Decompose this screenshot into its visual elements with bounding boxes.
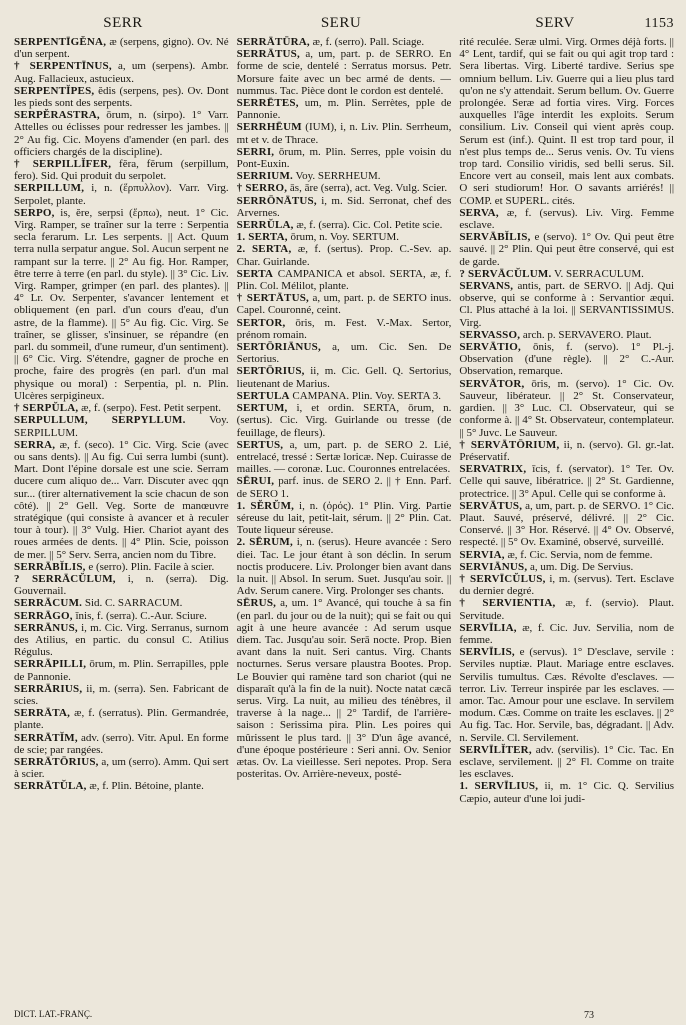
- entry-headword: SERPULLUM, SERPYLLUM.: [14, 414, 186, 427]
- entry-definition: i, n. (serus). Heure avancée : Sero diei. Tac. Le jour étant à son déclin. In serum noctis producere. Liv. Prolonger bien avant dans la nuit. || Absol. In serum. Suet. Jusqu'au soir. || Adv. Serum canere. Virg. Prolonger ses chants.: [236, 536, 452, 598]
- entry-definition: i, m. Sid. Serronat, chef des Arvernes.: [236, 194, 452, 219]
- entry-headword: † SERVĀTŌRIUM,: [459, 438, 560, 451]
- dictionary-entry: [14, 573, 229, 597]
- header-guide-middle: SERU: [320, 15, 362, 31]
- entry-headword: SERPENTĪGĔNA,: [14, 36, 107, 48]
- entry-headword: SERRĀRIUS,: [14, 682, 83, 695]
- entry-headword: † SERPŬLA,: [14, 402, 79, 415]
- entry-headword: SERVA,: [459, 206, 499, 219]
- entry-definition: (IUM), i, n. Liv. Plin. Serrheum, mt et v. de Thrace.: [236, 121, 452, 146]
- dictionary-entry: [459, 341, 674, 378]
- entry-definition: ōrum, n. (sirpo). 1° Varr. Attelles ou éclisses pour redresser les jambes. || 2° Au fig. Cic. Moyens d'amender (en parl. des officiers chargés de la discipline).: [14, 109, 229, 158]
- entry-headword: SERRŬLA,: [236, 219, 294, 232]
- dictionary-entry: [459, 463, 674, 500]
- entry-headword: SERTOR,: [236, 316, 286, 329]
- entry-headword: ? SERRĀCŬLUM,: [14, 572, 116, 585]
- dictionary-entry: [237, 243, 452, 267]
- entry-headword: SERVIĀNUS,: [459, 560, 528, 573]
- entry-definition: æ, f. Plin. Bétoine, plante.: [89, 780, 204, 793]
- entry-headword: SERRĀGO,: [14, 609, 73, 622]
- entry-definition: ōris, m. (servo). 1° Cic. Ov. Sauveur, libérateur. || 2° St. Conservateur, gardien. || 3° Luc. Cl. Observateur, qui se conforme à. || 4° St. Observateur, contemplateur. || 5° Juvc. Le Sauveur.: [459, 377, 674, 439]
- entry-definition: a, um. 1° Avancé, qui touche à sa fin (en parl. du jour ou de la nuit); qui se fait ou qui agit à une heure avancée : Ad serum usque diem. Tac. Jusqu'au soir. Serā nocte. Prop. Bien avant dans la nuit. Seri cantus. Virg. Chants nocturnes. Serus versare plaustra Bootes. Prop. Le Bouvier qui ramène tard son chariot (qui ne disparaît qu'à la fin de la nuit). Nocte natat cæcā serus. Virg. La nuit, au milieu des ténèbres, il traverse à la nage... || 2° Tardif, de l'arrière-saison : Serissima pira. Plin. Les poires qui mûrissent le plus tard. || 3° D'un âge avancé, d'une époque postérieure : Seri anni. Ov. Senior ætas. Ov. La vieillesse. Seri nepotes. Prop. Sera posteritas. Ov. Arrière-neveux, posté-: [236, 597, 452, 781]
- entry-definition: i, n. (ὀρός). 1° Plin. Virg. Partie séreuse du lait, petit-lait, sérum. || 2° Plin. Cat. Toute liqueur séreuse.: [236, 499, 452, 537]
- entry-headword: SERPO,: [14, 206, 55, 219]
- dictionary-entry: [237, 536, 452, 597]
- entry-headword: SERVĀTOR,: [459, 377, 525, 390]
- entry-headword: SERRĀCUM.: [14, 597, 83, 610]
- dictionary-entry: [459, 597, 674, 621]
- dictionary-entry: [237, 121, 452, 145]
- dictionary-entry: [237, 97, 452, 121]
- dictionary-entry: [14, 109, 229, 158]
- dictionary-entry: [237, 48, 452, 97]
- dictionary-entry: [459, 549, 674, 561]
- dictionary-entry: [237, 195, 452, 219]
- entry-definition: i, et ordin. SERTA, ōrum, n. (sertus). Cic. Virg. Guirlande ou tresse (de feuillage, de fleurs).: [236, 402, 452, 439]
- page-footer: [14, 1009, 672, 1019]
- entry-headword: SĒRUS,: [236, 597, 277, 610]
- entry-headword: SERTUM,: [236, 402, 288, 415]
- entry-definition: æ, f. (seco). 1° Cic. Virg. Scie (avec ou sans dents). || Au fig. Cui serra lumbi (sunt). Mart. Dont l'épine dorsale est une scie. Serram ducere cum aliquo de... Varr. Discuter avec qqn sur... (tirer alternativement la scie chacun de son côté). || 2° Gell. Veg. Sorte de manœuvre stratégique (qui consiste à avancer et à reculer tour à tour). || 3° Vulg. Hier. Chariot ayant des roues armées de dents. || 4° Plin. Scie, poisson de mer. || 5° Serv. Serra, ancien nom du Tibre.: [14, 438, 229, 561]
- dictionary-entry: [237, 146, 452, 170]
- entry-definition: a, um, part. p. de SERTO inus. Capel. Couronné, ceint.: [236, 292, 452, 317]
- dictionary-entry: [14, 36, 229, 60]
- entry-definition: e (servus). 1° D'esclave, servile : Serviles nuptiæ. Plaut. Mariage entre esclaves. Servilis tumultus. Cæs. Révolte d'esclaves. — terror. Liv. Terreur inspirée par les esclaves. — amor. Tac. Amour pour une esclave. In servilem modum. Cæs. Comme on traite les esclaves. || 2° Au fig. Tac. Hor. Servile, bas, dégradant. || Adv. n. Servile. Cl. Servilement.: [459, 646, 674, 744]
- entry-headword: SERTULA: [236, 389, 290, 402]
- dictionary-entry: [14, 597, 229, 609]
- entry-definition: æ, f. (serratus). Plin. Germandrée, plante.: [14, 707, 229, 732]
- dictionary-entry: [237, 390, 452, 402]
- entry-definition: i, m. Cic. Virg. Serranus, surnom des Atilius, en partic. du consul C. Atilius Régulus.: [14, 621, 229, 659]
- entry-headword: SERRĀNUS,: [14, 621, 78, 634]
- entry-definition: a, um, part. p. de SERRO. En forme de scie, dentelé : Serratus morsus. Petr. Morsure faite avec un bec armé de dents. — nummus. Tac. Pièce dont le cordon est dentelé.: [236, 48, 452, 97]
- dictionary-entry: [459, 36, 674, 207]
- column-3: [459, 36, 674, 1001]
- entry-headword: SERRĀTŌRIUS,: [14, 755, 99, 768]
- dictionary-entry: [459, 207, 674, 231]
- entry-headword: ? SERVĀCŬLUM.: [459, 267, 552, 280]
- entry-headword: SERTA: [236, 267, 274, 280]
- entry-definition: ii, m. (serra). Sen. Fabricant de scies.: [14, 682, 229, 707]
- dictionary-entry: [459, 500, 674, 549]
- dictionary-entry: [14, 60, 229, 84]
- header-guide-left: SERR: [103, 15, 143, 31]
- entry-definition: adv. (servilis). 1° Cic. Tac. En esclave, servilement. || 2° Fl. Comme on traite les esclaves.: [459, 743, 674, 781]
- entry-definition: i, m. (servus). Tert. Esclave du dernier degré.: [459, 572, 674, 598]
- entry-headword: SERPILLUM,: [14, 182, 85, 195]
- entry-definition: æ, f. Cic. Servia, nom de femme.: [507, 548, 653, 561]
- page-number: 1153: [644, 16, 674, 31]
- entry-headword: SERRŌNĀTUS,: [236, 194, 317, 207]
- entry-headword: SERRĀBĬLIS,: [14, 560, 86, 573]
- entry-definition: Voy. SERRHEUM.: [295, 170, 381, 183]
- dictionary-entry: [237, 475, 452, 499]
- entry-definition: i, n. (serra). Dig. Gouvernail.: [14, 572, 229, 598]
- dictionary-entry: [459, 268, 674, 280]
- dictionary-entry: [237, 439, 452, 476]
- entry-definition: æ, f. (serpo). Fest. Petit serpent.: [81, 402, 222, 415]
- header-guide-right: SERV: [535, 15, 575, 31]
- entry-definition: ōris, m. Fest. V.-Max. Sertor, prénom romain.: [236, 316, 452, 341]
- entry-headword: SERVĀTUS,: [459, 499, 523, 512]
- entry-headword: SERPENTĬPES,: [14, 84, 95, 97]
- entry-headword: SERVANS,: [459, 280, 514, 293]
- entry-definition: ōrum, m. Plin. Serres, pple voisin du Pont-Euxin.: [236, 145, 452, 171]
- dictionary-entry: [237, 182, 452, 194]
- dictionary-entry: [14, 182, 229, 206]
- dictionary-entry: [14, 756, 229, 780]
- dictionary-entry: [459, 329, 674, 341]
- dictionary-entry: [14, 85, 229, 109]
- entry-headword: 1. SĔRŬM,: [236, 499, 295, 512]
- dictionary-entry: [237, 317, 452, 341]
- entry-headword: SERVIA,: [459, 548, 505, 561]
- dictionary-entry: [14, 780, 229, 792]
- entry-definition: ōrum, n. Voy. SERTUM.: [290, 231, 399, 244]
- dictionary-entry: [459, 780, 674, 804]
- entry-definition: ĭnis, f. (serra). C.-Aur. Sciure.: [75, 609, 207, 622]
- entry-headword: † SERVĪCŬLUS,: [459, 572, 546, 585]
- entry-definition: a, um (serpens). Ambr. Aug. Fallacieux, astucieux.: [14, 60, 229, 85]
- dictionary-entry: [237, 597, 452, 780]
- entry-definition: ās, āre (serra), act. Veg. Vulg. Scier.: [289, 182, 448, 195]
- dictionary-entry: [237, 170, 452, 182]
- entry-definition: ii, n. (servo). Gl. gr.-lat. Préservatif.: [459, 438, 674, 463]
- dictionary-entry: [459, 646, 674, 744]
- entry-headword: SERVĀBĬLIS,: [459, 231, 531, 244]
- entry-definition: um, m. Plin. Serrètes, pple de Pannonie.: [236, 97, 452, 122]
- dictionary-entry: [459, 744, 674, 781]
- dictionary-entry: [237, 219, 452, 231]
- entry-headword: SERRĀTĬM,: [14, 731, 78, 744]
- entry-definition: æ, f. (servus). Liv. Virg. Femme esclave.: [459, 206, 674, 232]
- entry-definition: ōnis, f. (servo). 1° Pl.-j. Observation (d'une règle). || 2° C.-Aur. Observation, remarque.: [459, 341, 674, 378]
- entry-headword: SERVATRIX,: [459, 463, 527, 476]
- entry-definition: a, um, part. p. de SERO 2. Lié, entrelacé, tressé : Sertæ loricæ. Nep. Cuirasse de mailles. — coronæ. Luc. Couronnes entrelacées.: [236, 438, 452, 476]
- dictionary-entry: [237, 268, 452, 292]
- entry-definition: ii, m. Cic. Gell. Q. Sertorius, lieutenant de Marius.: [236, 365, 452, 390]
- entry-definition: a, um. Cic. Sen. De Sertorius.: [236, 341, 452, 366]
- dictionary-entry: [459, 231, 674, 268]
- dictionary-entry: [237, 402, 452, 439]
- entry-headword: 1. SERVĪLIUS,: [459, 780, 539, 793]
- dictionary-entry: [14, 439, 229, 561]
- dictionary-entry: [237, 36, 452, 48]
- entry-headword: † SERPENTĪNUS,: [14, 60, 112, 73]
- entry-headword: 2. SERTA,: [236, 243, 292, 256]
- entry-definition: arch. p. SERVAVERO. Plaut.: [522, 328, 652, 341]
- entry-definition: Sid. C. SARRACUM.: [84, 597, 183, 610]
- entry-definition: V. SERRACULUM.: [553, 267, 644, 280]
- dictionary-entry: [459, 439, 674, 463]
- dictionary-entry: [14, 658, 229, 682]
- entry-headword: SĒRUI,: [236, 475, 275, 488]
- entry-definition: adv. (serro). Vitr. Apul. En forme de scie; par rangées.: [14, 731, 229, 756]
- entry-definition: e (servo). 1° Ov. Qui peut être sauvé. || 2° Plin. Qui peut être conservé, qui est de garde.: [459, 231, 674, 268]
- entry-definition: a, um. Dig. De Servius.: [530, 560, 634, 573]
- dictionary-entry: [237, 292, 452, 316]
- dictionary-entry: [459, 573, 674, 597]
- dictionary-entry: [237, 231, 452, 243]
- entry-headword: SERVĪLĬTER,: [459, 743, 532, 756]
- entry-definition: CAMPANICA et absol. SERTA, æ, f. Plin. Col. Mélilot, plante.: [236, 267, 452, 293]
- entry-headword: 2. SĒRUM,: [236, 536, 293, 549]
- dictionary-entry: [237, 341, 452, 365]
- entry-definition: parf. inus. de SERO 2. || † Enn. Parf. de SERO 1.: [236, 475, 452, 500]
- entry-definition: antis, part. de SERVO. || Adj. Qui observe, qui se conforme à : Servantior æqui. Cl. Plus attaché à la loi. || SERVANTISSIMUS. Virg.: [459, 280, 674, 329]
- entry-headword: SERRĀPILLI,: [14, 658, 87, 671]
- entry-definition: æ, f. (servio). Plaut. Servitude.: [459, 597, 674, 622]
- dictionary-entry: [237, 365, 452, 389]
- dictionary-entry: [459, 378, 674, 439]
- dictionary-entry: [459, 280, 674, 329]
- entry-definition: rité reculée. Seræ ulmi. Virg. Ormes déjà forts. || 4° Lent, tardif, qui se fait ou qui agit trop tard : Sera libertas. Virg. Liberté tardive. Serius spe omnium bellum. Liv. Guerre qui a lieu plus tard qu'on ne s'y attendait. Serum bellum. Ov. Guerre prolongée. Seræ ad fortia vires. Virg. Forces auxquelles l'âge interdit les exploits. Serum consilium. Liv. Conseil qui vient après coup. Serum est (inf.). Quint. Il est trop tard pour, il n'est plus temps de... Serus venis. Ov. Tu viens trop tard. Consilio viridis, sed belli serus. Sil. Encore vert au conseil, mais lent aux combats. O seri studiorum! Hor. O savants arriérés! || COMP. et SUPERL. cités.: [459, 36, 674, 207]
- entry-headword: SERRI,: [236, 145, 275, 158]
- entry-definition: a, um (serro). Amm. Qui sert à scier.: [14, 755, 229, 781]
- dictionary-entry: [14, 732, 229, 756]
- entry-definition: Voy. SERPILLUM.: [14, 414, 229, 439]
- entry-definition: ōrum, m. Plin. Serrapilles, pple de Pannonie.: [14, 658, 229, 683]
- dictionary-entry: [14, 207, 229, 402]
- dictionary-entry: [14, 707, 229, 731]
- entry-definition: æ, f. (serro). Pall. Sciage.: [312, 36, 425, 48]
- dictionary-entry: [237, 500, 452, 537]
- entry-definition: CAMPANA. Plin. Voy. SERTA 3.: [292, 389, 441, 402]
- entry-headword: SERPĔRASTRA,: [14, 109, 100, 122]
- dictionary-entry: [14, 683, 229, 707]
- entry-definition: fĕra, fĕrum (serpillum, fero). Sid. Qui produit du serpolet.: [14, 158, 229, 183]
- entry-definition: i, n. (ἕρπυλλον). Varr. Virg. Serpolet, plante.: [14, 182, 229, 207]
- entry-headword: SERVĪLIA,: [459, 621, 517, 634]
- dictionary-entry: [459, 622, 674, 646]
- entry-definition: īcis, f. (servator). 1° Ter. Ov. Celle qui sauve, libératrice. || 2° St. Gardienne, protectrice. || 3° Apul. Celle qui se conforme à.: [459, 463, 674, 500]
- entry-definition: æ, f. (sertus). Prop. C.-Sev. ap. Char. Guirlande.: [236, 243, 452, 268]
- entry-headword: SERTŌRIĀNUS,: [236, 341, 321, 354]
- entry-headword: SERRĀTŬLA,: [14, 780, 87, 793]
- entry-definition: ĕdis (serpens, pes). Ov. Dont les pieds sont des serpents.: [14, 84, 229, 110]
- entry-headword: SERTŌRIUS,: [236, 365, 305, 378]
- running-header: [14, 10, 674, 32]
- entry-definition: is, ĕre, serpsi (ἕρπω), neut. 1° Cic. Virg. Ramper, se traîner sur la terre : Serpentia secla ferarum. Lr. Les serpents. || Act. Quum terra nulla serpatur angue. Sol. Aucun serpent ne rampant sur la terre. || 2° Au fig. Hor. Ramper, être terre à terre (en parl. du style). || 3° Cic. Liv. Virg. Ramper, grimper (en parl. des plantes). || 4° Lr. Ov. Serpenter, s'avancer lentement et obliquement (en parl. d'un cours d'eau, d'un astre, de la flamme). || 5° Au fig. Cic. Virg. Se traîner, se glisser, s'insinuer, se répandre (en parl. du sommeil, d'une rumeur, d'un sentiment). || 6° Cic. Virg. S'étendre, gagner de proche en proche, faire des progrès (en parl. d'un mal physique ou moral) : Serpentia, pl. n. Plin. Ulcères serpigineux.: [14, 206, 229, 402]
- entry-headword: SERRIUM.: [236, 170, 293, 183]
- dictionary-entry: [14, 610, 229, 622]
- entry-headword: SERRĀTUS,: [236, 48, 300, 61]
- dictionary-entry: [14, 622, 229, 659]
- column-2: [237, 36, 452, 1001]
- entry-headword: SERVASSO,: [459, 328, 521, 341]
- entry-headword: SERTUS,: [236, 438, 284, 451]
- entry-definition: e (serro). Plin. Facile à scier.: [88, 560, 215, 573]
- entry-headword: SERRA,: [14, 438, 56, 451]
- dictionary-entry: [459, 561, 674, 573]
- entry-headword: † SERRO,: [236, 182, 288, 195]
- entry-definition: æ, f. (serra). Cic. Col. Petite scie.: [296, 219, 443, 232]
- entry-headword: SERRĀTA,: [14, 707, 71, 720]
- entry-headword: SERRHĒUM: [236, 121, 302, 134]
- printer-signature: DICT. LAT.-FRANÇ.: [14, 1009, 93, 1019]
- entry-headword: † SERVIENTIA,: [459, 597, 556, 610]
- entry-columns: [14, 36, 674, 1001]
- entry-headword: † SERPILLĬFER,: [14, 158, 112, 171]
- dictionary-entry: [14, 414, 229, 438]
- entry-headword: SERRĒTES,: [236, 97, 299, 110]
- sheet-number: 73: [584, 1010, 594, 1021]
- column-1: [14, 36, 229, 1001]
- dictionary-entry: [14, 561, 229, 573]
- dictionary-entry: [14, 158, 229, 182]
- entry-headword: 1. SERTA,: [236, 231, 288, 244]
- entry-definition: æ (serpens, gigno). Ov. Né d'un serpent.: [14, 36, 229, 61]
- entry-headword: SERRĀTŪRA,: [236, 36, 310, 48]
- entry-headword: SERVĪLIS,: [459, 646, 515, 659]
- dictionary-entry: [14, 402, 229, 414]
- entry-definition: æ, f. Cic. Juv. Servilia, nom de femme.: [459, 621, 674, 646]
- entry-headword: † SERTĀTUS,: [236, 292, 310, 305]
- entry-headword: SERVĀTIO,: [459, 341, 521, 354]
- entry-definition: a, um, part. p. de SERVO. 1° Cic. Plaut. Sauvé, préservé, délivré. || 2° Cic. Conservé. || 3° Hor. Réservé. || 4° Ov. Observé, respecté. || 5° Ov. Examiné, observé, surveillé.: [459, 499, 674, 549]
- entry-definition: ii, m. 1° Cic. Q. Servilius Cæpio, auteur d'une loi judi-: [459, 780, 674, 805]
